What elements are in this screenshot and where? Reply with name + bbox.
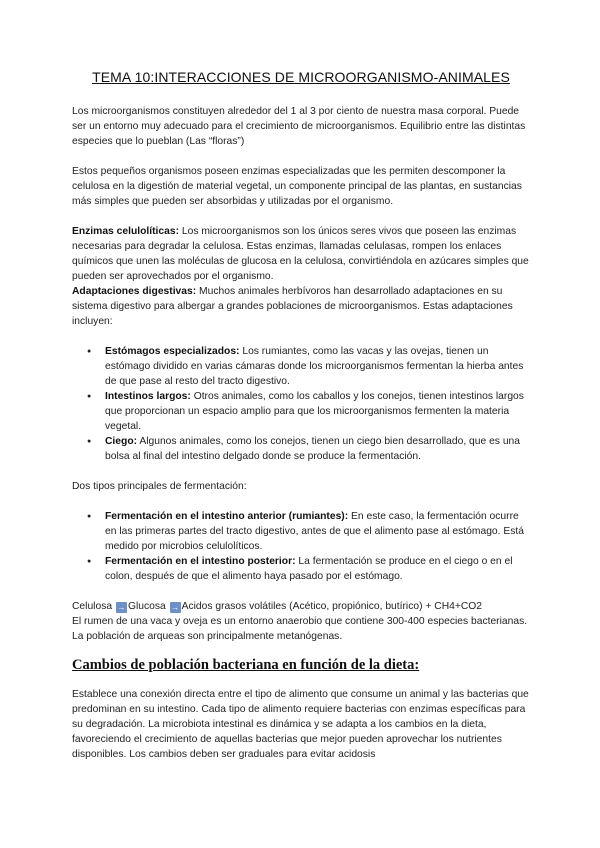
enzymes-paragraph — [72, 224, 530, 284]
list-item-text: En este caso, la fermentación ocurre en las primeras partes del tracto digestivo, antes de que el alimento pase al estómago. Está medido por microbios celulolíticos. — [105, 511, 524, 552]
list-item-text: Otros animales, como los caballos y los conejos, tienen intestinos largos que proporcionan un espacio amplio para que los microorganismos fermenten la materia vegetal. — [105, 391, 524, 432]
adaptations-label: Adaptaciones digestivas: — [72, 286, 197, 297]
fermentation-list — [72, 509, 530, 584]
list-item — [105, 554, 530, 584]
list-item-label: Fermentación en el intestino anterior (rumiantes): — [105, 511, 349, 522]
right-arrow-icon: → — [117, 603, 126, 612]
list-item-label: Ciego: — [105, 436, 138, 447]
chain-fatty-acids: Acidos grasos volátiles (Acético, propiónico, butírico) + CH4+CO2 — [181, 601, 483, 612]
fermentation-chain — [72, 599, 530, 614]
section-heading: Cambios de población bacteriana en función de la dieta: — [72, 657, 420, 673]
list-item — [105, 389, 530, 434]
diet-paragraph: Establece una conexión directa entre el tipo de alimento que consume un animal y las bacterias que predominan en su intestino. Cada tipo de alimento requiere bacterias con enzimas específicas para su degradación. La microbiota intestinal es dinámica y se adapta a los cambios en la dieta, favoreciendo el crecimiento de aquellas bacterias que mejor pueden aprovechar los nutrientes disponibles. Los cambios deben ser graduales para evitar acidosis — [72, 689, 529, 760]
list-item-label: Estómagos especializados: — [105, 346, 240, 357]
list-item-text: Algunos animales, como los conejos, tienen un ciego bien desarrollado, que es una bolsa al final del intestino delgado donde se produce la fermentación. — [105, 436, 520, 462]
adaptations-paragraph — [72, 284, 530, 329]
list-item — [105, 509, 530, 554]
enzymes-text: Los microorganismos son los únicos seres vivos que poseen las enzimas necesarias para degradar la celulosa. Estas enzimas, llamadas celulasas, rompen los enlaces químicos que unen las moléculas de glucosa en la celulosa, convirtiéndola en azúcares simples que pueden ser aprovechados por el organismo. — [72, 226, 529, 282]
document-page — [72, 70, 530, 762]
fermentation-intro: Dos tipos principales de fermentación: — [72, 481, 247, 492]
right-arrow-icon: → — [171, 603, 180, 612]
enzymes-label: Enzimas celulolíticas: — [72, 226, 180, 237]
list-item — [105, 344, 530, 389]
list-item — [105, 434, 530, 464]
chain-cellulose: Celulosa — [72, 601, 115, 612]
cellulose-paragraph: Estos pequeños organismos poseen enzimas especializadas que les permiten descomponer la celulosa en la digestión de material vegetal, un componente principal de las plantas, en sustancias más simples que pueden ser absorbidas y utilizadas por el organismo. — [72, 166, 522, 207]
adaptations-text: Muchos animales herbívoros han desarrollado adaptaciones en su sistema digestivo para albergar a grandes poblaciones de microorganismos. Estas adaptaciones incluyen: — [72, 286, 513, 327]
adaptations-list — [72, 344, 530, 464]
intro-paragraph: Los microorganismos constituyen alrededor del 1 al 3 por ciento de nuestra masa corporal. Puede ser un entorno muy adecuado para el crecimiento de microorganismos. Equilibrio entre las distintas especies que lo pueblan (Las “floras”) — [72, 106, 526, 147]
list-item-label: Fermentación en el intestino posterior: — [105, 556, 296, 567]
page-title: TEMA 10:INTERACCIONES DE MICROORGANISMO-ANIMALES — [92, 69, 510, 85]
list-item-label: Intestinos largos: — [105, 391, 191, 402]
list-item-text: La fermentación se produce en el ciego o en el colon, después de que el alimento haya pasado por el estómago. — [105, 556, 513, 582]
list-item-text: Los rumiantes, como las vacas y las ovejas, tienen un estómago dividido en varias cámaras donde los microorganismos fermentan la hierba antes de que pase al resto del tracto digestivo. — [105, 346, 524, 387]
chain-glucose: Glucosa — [127, 601, 169, 612]
rumen-paragraph: El rumen de una vaca y oveja es un entorno anaerobio que contiene 300-400 especies bacterianas. La población de arqueas son principalmente metanógenas. — [72, 616, 528, 642]
